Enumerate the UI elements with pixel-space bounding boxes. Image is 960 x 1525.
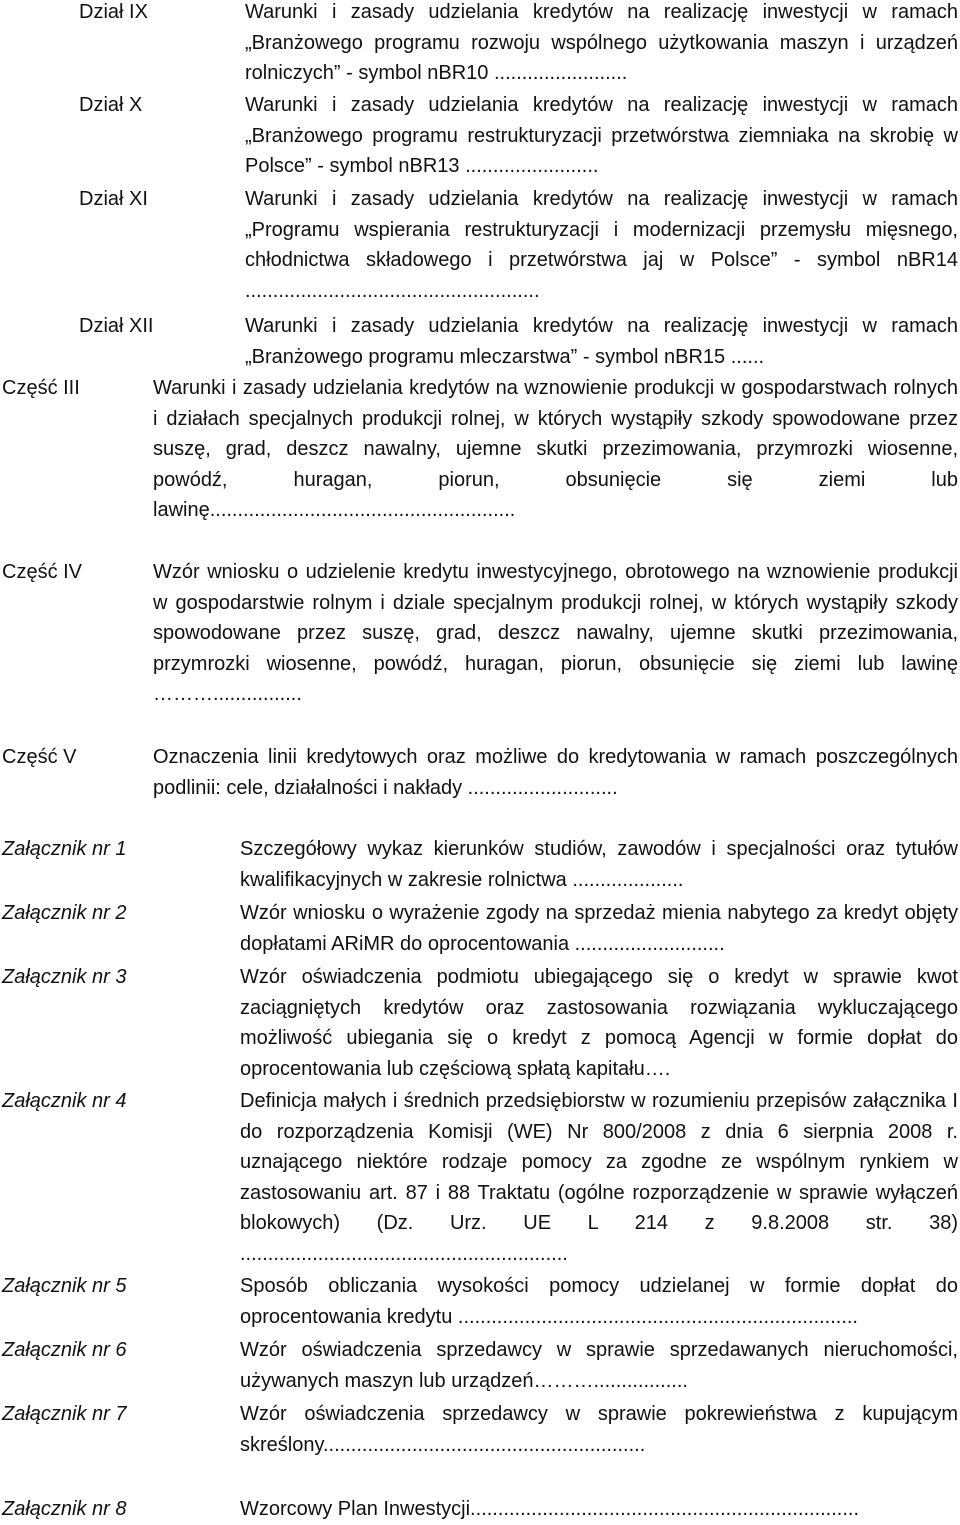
zalacznik-8-label: Załącznik nr 8 <box>2 1498 127 1520</box>
czesc-iii-label: Część III <box>2 377 80 399</box>
dzial-x-text: Warunki i zasady udzielania kredytów na realizację inwestycji w ramach „Branżowego programu restrukturyzacji przetwórstwa ziemniaka na skrobię w Polsce” - symbol nBR13 ........................ <box>245 94 958 177</box>
zalacznik-1-label: Załącznik nr 1 <box>2 838 127 860</box>
dzial-xii-label: Dział XII <box>79 315 154 337</box>
czesc-iv-label: Część IV <box>2 561 83 583</box>
zalacznik-4-text: Definicja małych i średnich przedsiębiorstw w rozumieniu przepisów załącznika I do rozporządzenia Komisji (WE) Nr 800/2008 z dnia 6 sierpnia 2008 r. uznającego niektóre rodzaje pomocy za zgodne ze wspólnym rynkiem w zastosowaniu art. 87 i 88 Traktatu (ogólne rozporządzenie w sprawie wyłączeń blokowych) (Dz. Urz. UE L 214 z 9.8.2008 str. 38) ........................................................... <box>240 1090 958 1265</box>
czesc-v-label: Część V <box>2 746 77 768</box>
czesc-iv-text: Wzór wniosku o udzielenie kredytu inwestycyjnego, obrotowego na wznowienie produkcji w gospodarstwie rolnym i dziale specjalnym produkcji rolnej, w których wystąpiły szkody spowodowane przez suszę, grad, deszcz nawalny, ujemne skutki przezimowania, przymrozki wiosenne, powódź, huragan, piorun, obsunięcie się ziemi lub lawinę ………................ <box>153 561 958 705</box>
dzial-xi-label: Dział XI <box>79 188 148 210</box>
zalacznik-6-text: Wzór oświadczenia sprzedawcy w sprawie sprzedawanych nieruchomości, używanych maszyn lub urządzeń………................. <box>240 1339 958 1392</box>
dzial-x-label: Dział X <box>79 94 143 116</box>
zalacznik-7-text: Wzór oświadczenia sprzedawcy w sprawie pokrewieństwa z kupującym skreślony.......................................................... <box>240 1403 958 1456</box>
zalacznik-1-text: Szczegółowy wykaz kierunków studiów, zawodów i specjalności oraz tytułów kwalifikacyjnych w zakresie rolnictwa .................... <box>240 838 958 891</box>
zalacznik-2-label: Załącznik nr 2 <box>2 902 127 924</box>
zalacznik-6-label: Załącznik nr 6 <box>2 1339 127 1361</box>
dzial-ix-label: Dział IX <box>79 1 148 23</box>
dzial-ix-text: Warunki i zasady udzielania kredytów na realizację inwestycji w ramach „Branżowego programu rozwoju wspólnego użytkowania maszyn i urządzeń rolniczych” - symbol nBR10 ........................ <box>245 1 958 84</box>
zalacznik-5-text: Sposób obliczania wysokości pomocy udzielanej w formie dopłat do oprocentowania kredytu ........................................................................ <box>240 1275 958 1328</box>
zalacznik-4-label: Załącznik nr 4 <box>2 1090 127 1112</box>
zalacznik-8-text: Wzorcowy Plan Inwestycji...................................................................... <box>240 1498 860 1520</box>
czesc-iii-text: Warunki i zasady udzielania kredytów na wznowienie produkcji w gospodarstwach rolnych i działach specjalnych produkcji rolnej, w których wystąpiły szkody spowodowane przez suszę, grad, deszcz nawalny, ujemne skutki przezimowania, przymrozki wiosenne, powódź, huragan, piorun, obsunięcie się ziemi lub lawinę....................................................... <box>153 377 958 521</box>
zalacznik-5-label: Załącznik nr 5 <box>2 1275 127 1297</box>
zalacznik-2-text: Wzór wniosku o wyrażenie zgody na sprzedaż mienia nabytego za kredyt objęty dopłatami ARiMR do oprocentowania ........................... <box>240 902 958 955</box>
zalacznik-3-text: Wzór oświadczenia podmiotu ubiegającego się o kredyt w sprawie kwot zaciągniętych kredytów oraz zastosowania rozwiązania wykluczającego możliwość ubiegania się o kredyt z pomocą Agencji w formie dopłat do oprocentowania lub częściową spłatą kapitału…. <box>240 966 958 1080</box>
zalacznik-3-label: Załącznik nr 3 <box>2 966 127 988</box>
czesc-v-text: Oznaczenia linii kredytowych oraz możliwe do kredytowania w ramach poszczególnych podlinii: cele, działalności i nakłady ........................... <box>153 746 958 799</box>
dzial-xii-text: Warunki i zasady udzielania kredytów na realizację inwestycji w ramach „Branżowego programu mleczarstwa” - symbol nBR15 ...... <box>245 315 958 368</box>
dzial-xi-text: Warunki i zasady udzielania kredytów na realizację inwestycji w ramach „Programu wspierania restrukturyzacji i modernizacji przemysłu mięsnego, chłodnictwa składowego i przetwórstwa jaj w Polsce” - symbol nBR14 ..................................................... <box>245 188 958 302</box>
zalacznik-7-label: Załącznik nr 7 <box>2 1403 127 1425</box>
